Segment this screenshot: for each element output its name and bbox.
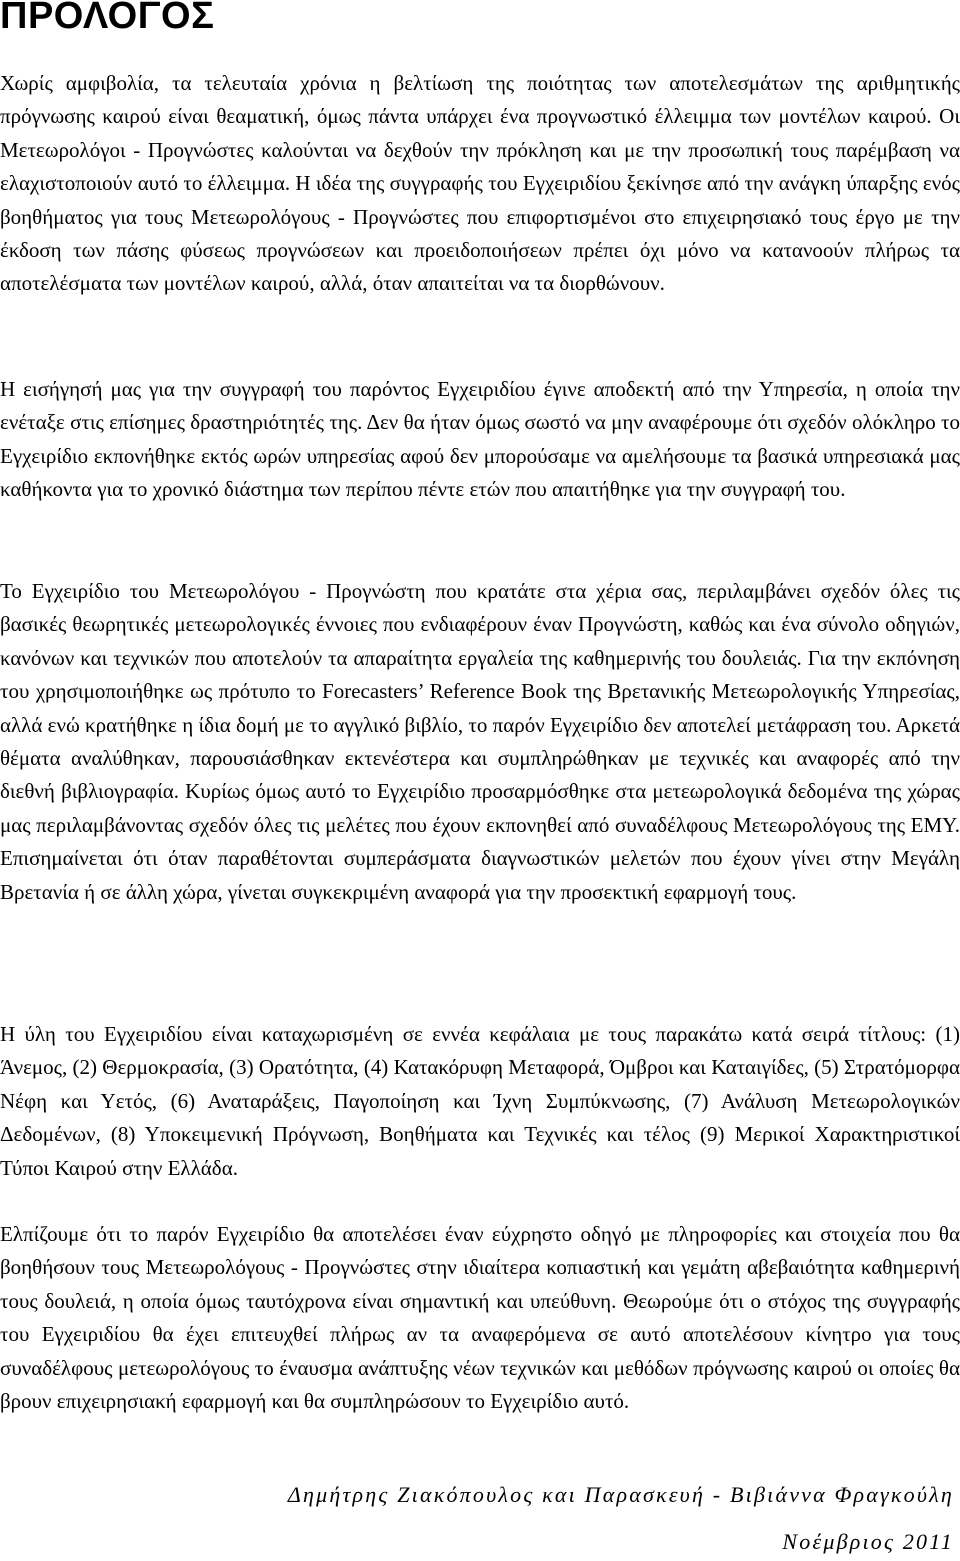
page-title: ΠΡΟΛΟΓΟΣ [0,0,215,37]
paragraph-5: Ελπίζουμε ότι το παρόν Εγχειρίδιο θα αποτελέσει έναν εύχρηστο οδηγό με πληροφορίες και στοιχεία που θα βοηθήσουν τους Μετεωρολόγους - Προγνώστες στην ιδιαίτερα κοπιαστική και γεμάτη αβεβαιότητα καθημερινή τους δουλειά, η οποία όμως ταυτόχρονα είναι σημαντική και υπεύθυνη. Θεωρούμε ότι ο στόχος της συγγραφής του Εγχειριδίου θα έχει επιτευχθεί πλήρως αν τα αναφερόμενα σε αυτό αποτελέσουν κίνητρο για τους συναδέλφους μετεωρολόγους το έναυσμα ανάπτυξης νέων τεχνικών και μεθόδων πρόγνωσης καιρού οι οποίες θα βρουν επιχειρησιακή εφαρμογή και θα συμπληρώσουν το Εγχειρίδιο αυτό. [0,1222,960,1414]
author-signature: Δημήτρης Ζιακόπουλος και Παρασκευή - Βιβιάννα Φραγκούλη [287,1482,954,1507]
paragraph-1: Χωρίς αμφιβολία, τα τελευταία χρόνια η βελτίωση της ποιότητας των αποτελεσμάτων της αριθμητικής πρόγνωσης καιρού είναι θεαματική, όμως πάντα υπάρχει ένα προγνωστικό έλλειμμα των μοντέλων καιρού. Οι Μετεωρολόγοι - Προγνώστες καλούνται να δεχθούν την πρόκληση και με την προσωπική τους παρέμβαση να ελαχιστοποιούν αυτό το έλλειμμα. Η ιδέα της συγγραφής του Εγχειριδίου ξεκίνησε από την ανάγκη ύπαρξης ενός βοηθήματος για τους Μετεωρολόγους - Προγνώστες που επιφορτισμένοι στο επιχειρησιακό τους έργο με την έκδοση των πάσης φύσεως προγνώσεων και προειδοποιήσεων πρέπει όχι μόνο να κατανοούν πλήρως τα αποτελέσματα των μοντέλων καιρού, αλλά, όταν απαιτείται να τα διορθώνουν. [0,71,960,296]
paragraph-4: Η ύλη του Εγχειριδίου είναι καταχωρισμένη σε εννέα κεφάλαια με τους παρακάτω κατά σειρά τίτλους: (1) Άνεμος, (2) Θερμοκρασία, (3) Ορατότητα, (4) Κατακόρυφη Μεταφορά, Όμβροι και Καταιγίδες, (5) Στρατόμορφα Νέφη και Υετός, (6) Αναταράξεις, Παγοποίηση και Ίχνη Συμπύκνωσης, (7) Ανάλυση Μετεωρολογικών Δεδομένων, (8) Υποκειμενική Πρόγνωση, Βοηθήματα και Τεχνικές και τέλος (9) Μερικοί Χαρακτηριστικοί Τύποι Καιρού στην Ελλάδα. [0,1022,960,1180]
paragraph-2: Η εισήγησή μας για την συγγραφή του παρόντος Εγχειριδίου έγινε αποδεκτή από την Υπηρεσία, η οποία την ενέταξε στις επίσημες δραστηριότητές της. Δεν θα ήταν όμως σωστό να μην αναφέρουμε ότι σχεδόν ολόκληρο το Εγχειρίδιο εκπονήθηκε εκτός ωρών υπηρεσίας αφού δεν μπορούσαμε να αμελήσουμε τα βασικά υπηρεσιακά μας καθήκοντα για το χρονικό διάστημα των περίπου πέντε ετών που απαιτήθηκε για την συγγραφή του. [0,377,960,502]
paragraph-3: Το Εγχειρίδιο του Μετεωρολόγου - Προγνώστη που κρατάτε στα χέρια σας, περιλαμβάνει σχεδόν όλες τις βασικές θεωρητικές μετεωρολογικές έννοιες που ενδιαφέρουν έναν Προγνώστη, καθώς και ένα σύνολο οδηγιών, κανόνων και τεχνικών που αποτελούν τα απαραίτητα εργαλεία της καθημερινής του δουλειάς. Για την εκπόνηση του χρησιμοποιήθηκε ως πρότυπο το Forecasters’ Reference Book της Βρετανικής Μετεωρολογικής Υπηρεσίας, αλλά ενώ κρατήθηκε η ίδια δομή με το αγγλικό βιβλίο, το παρόν Εγχειρίδιο δεν αποτελεί μετάφραση του. Αρκετά θέματα αναλύθηκαν, παρουσιάσθηκαν εκτενέστερα και συμπληρώθηκαν με τεχνικές και αναφορές από την διεθνή βιβλιογραφία. Κυρίως όμως αυτό το Εγχειρίδιο προσαρμόσθηκε στα μετεωρολογικά δεδομένα της χώρας μας περιλαμβάνοντας σχεδόν όλες τις μελέτες που έχουν εκπονηθεί από συναδέλφους Μετεωρολόγους της ΕΜΥ. Επισημαίνεται ότι όταν παραθέτονται συμπεράσματα διαγνωστικών μελετών που έχουν γίνει στην Μεγάλη Βρετανία ή σε άλλη χώρα, γίνεται συγκεκριμένη αναφορά για την προσεκτική εφαρμογή τους. [0,579,960,904]
signature-date: Νοέμβριος 2011 [782,1529,954,1554]
